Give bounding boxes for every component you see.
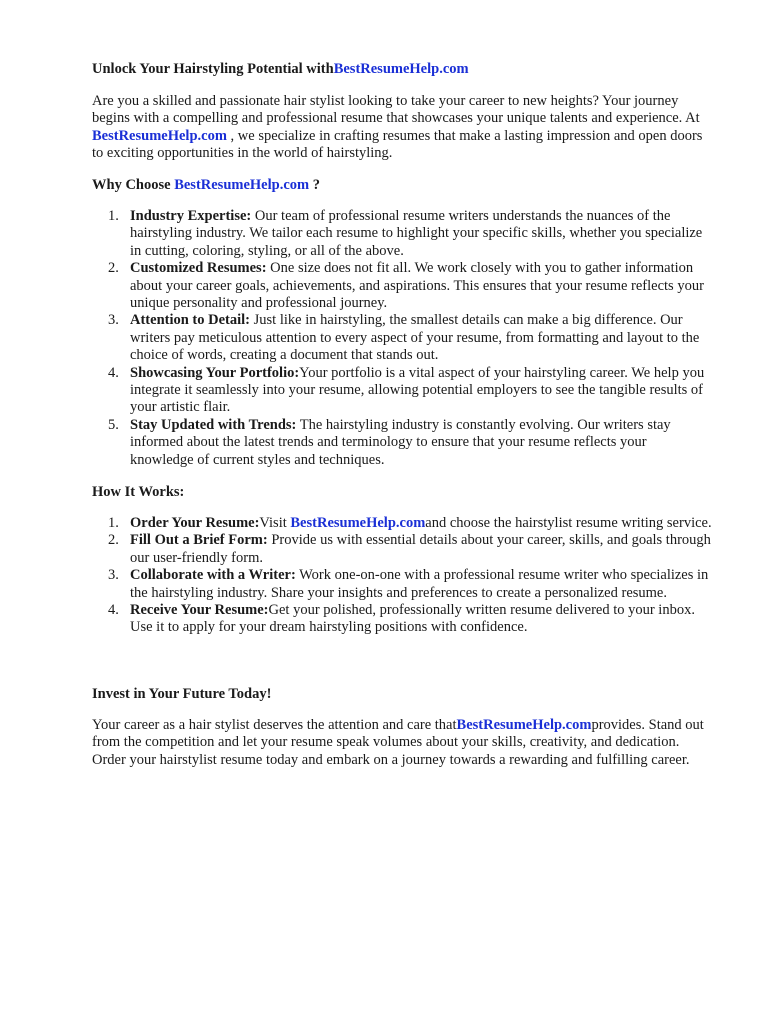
closing-text-before: Your career as a hair stylist deserves the attention and care that	[92, 717, 457, 733]
order-link[interactable]: BestResumeHelp.com	[290, 515, 426, 531]
intro-link[interactable]: BestResumeHelp.com	[92, 127, 227, 144]
closing-link[interactable]: BestResumeHelp.com	[456, 717, 592, 733]
list-text: and choose the hairstylist resume writing service.	[425, 515, 712, 531]
closing-paragraph	[92, 717, 712, 769]
intro-text-before: Are you a skilled and passionate hair stylist looking to take your career to new heights? Your journey begins with a compelling and professional resume that showcases your unique talents and experience. At	[92, 93, 700, 127]
list-number: 2.	[108, 260, 119, 277]
list-term: Attention to Detail:	[130, 312, 251, 329]
list-text: Provide us with essential details about your career, skills, and goals through our user-friendly form.	[130, 532, 711, 566]
why-choose-list	[92, 208, 712, 469]
title-text: Unlock Your Hairstyling Potential with	[92, 61, 334, 77]
closing-text-after: provides. Stand out from the competition and let your resume speak volumes about your skills, creativity, and dedication. Order your hairstylist resume today and embark on a journey towards a rewarding and fulfilling career.	[92, 717, 704, 768]
why-choose-heading	[92, 177, 712, 194]
invest-heading: Invest in Your Future Today!	[92, 686, 272, 702]
list-term: Fill Out a Brief Form:	[130, 532, 268, 549]
list-term: Order Your Resume:	[130, 515, 260, 531]
list-item	[92, 515, 712, 532]
list-text: One size does not fit all. We work closely with you to gather information about your career goals, achievements, and aspirations. This ensures that your resume reflects your unique personality and professional journey.	[130, 260, 704, 312]
title-link[interactable]: BestResumeHelp.com	[333, 61, 469, 77]
intro-paragraph	[92, 93, 712, 163]
list-number: 1.	[108, 515, 119, 531]
why-heading-link[interactable]: BestResumeHelp.com	[174, 177, 310, 193]
list-number: 3.	[108, 567, 119, 584]
intro-text-after: , we specialize in crafting resumes that make a lasting impression and open doors to exciting opportunities in the world of hairstyling.	[92, 127, 703, 162]
how-it-works-heading: How It Works:	[92, 484, 185, 500]
list-text: Your portfolio is a vital aspect of your hairstyling career. We help you integrate it seamlessly into your resume, allowing potential employers to see the tangible results of your artistic flair.	[130, 364, 705, 416]
list-text: The hairstyling industry is constantly evolving. Our writers stay informed about the latest trends and terminology to ensure that your resume reflects your knowledge of current styles and techniques.	[130, 416, 671, 468]
list-text: Just like in hairstyling, the smallest details can make a big difference. Our writers pay meticulous attention to every aspect of your resume, from formatting and layout to the choice of words, creating a document that stands out.	[130, 312, 700, 364]
list-term: Receive Your Resume:	[130, 602, 269, 619]
list-item	[92, 417, 712, 469]
list-number: 1.	[108, 208, 119, 224]
list-item	[92, 312, 712, 364]
list-text: Our team of professional resume writers understands the nuances of the hairstyling industry. We tailor each resume to highlight your specific skills, whether you specialize in cutting, coloring, styling, or all of the above.	[130, 208, 703, 259]
list-number: 2.	[108, 532, 119, 549]
list-term: Industry Expertise:	[130, 208, 252, 224]
list-number: 4.	[108, 364, 119, 381]
why-heading-text: Why Choose	[92, 177, 171, 193]
list-number: 4.	[108, 602, 119, 619]
list-text: Work one-on-one with a professional resume writer who specializes in the hairstyling industry. Share your insights and preferences to create a personalized resume.	[130, 567, 709, 601]
list-item	[92, 260, 712, 312]
list-term: Customized Resumes:	[130, 260, 267, 277]
list-number: 3.	[108, 312, 119, 329]
list-item	[92, 365, 712, 417]
list-term: Showcasing Your Portfolio:	[130, 364, 300, 381]
list-item	[92, 532, 712, 567]
list-item	[92, 567, 712, 602]
how-it-works-list	[92, 515, 712, 637]
document-title	[92, 61, 712, 78]
list-term: Stay Updated with Trends:	[130, 416, 297, 433]
why-heading-suffix: ?	[309, 177, 320, 193]
list-term: Collaborate with a Writer:	[130, 567, 296, 584]
list-text: Visit	[259, 515, 291, 531]
list-text: Get your polished, professionally written resume delivered to your inbox. Use it to apply for your dream hairstyling positions with confidence.	[130, 602, 695, 636]
list-item	[92, 208, 712, 260]
list-item	[92, 602, 712, 637]
list-number: 5.	[108, 416, 119, 433]
